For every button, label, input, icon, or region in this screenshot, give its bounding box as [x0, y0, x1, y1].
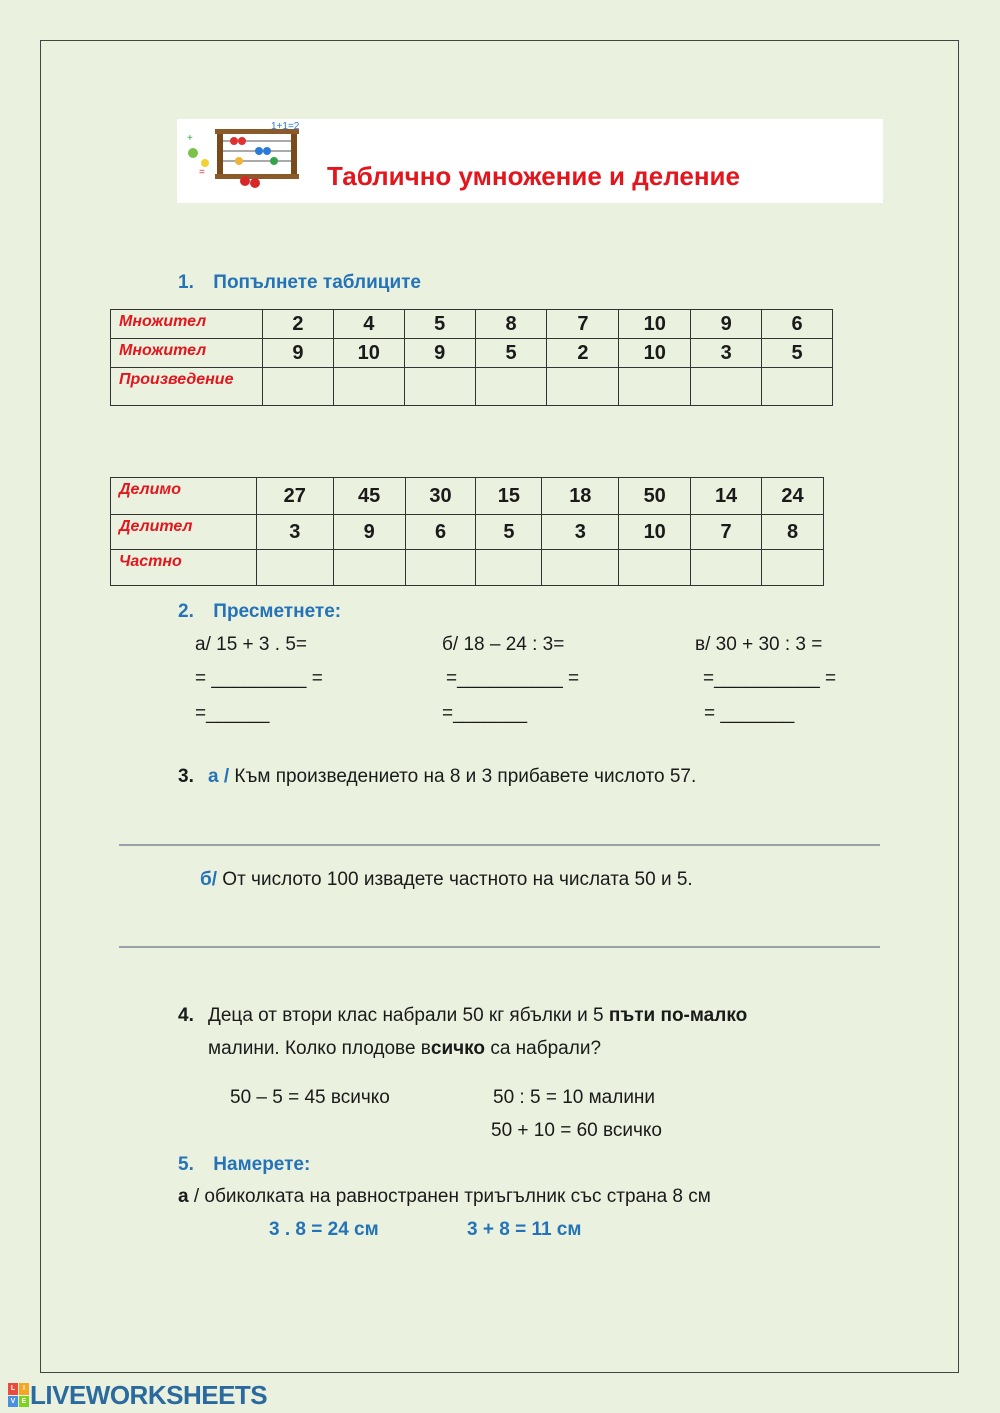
answer-option[interactable]: 3 . 8 = 24 см	[269, 1219, 379, 1240]
row-label: Множител	[111, 339, 263, 368]
table-cell: 3	[256, 515, 333, 550]
table-cell: 9	[404, 339, 475, 368]
table-cell: 3	[542, 515, 619, 550]
answer-input-cell[interactable]	[542, 550, 619, 586]
logo-letter: L	[8, 1383, 18, 1395]
answer-input-cell[interactable]	[262, 368, 333, 406]
liveworksheets-brand[interactable]: LIVEWORKSHEETS	[30, 1379, 268, 1410]
question-4-text-2a: малини. Колко плодове в	[208, 1038, 431, 1059]
table-cell: 7	[691, 515, 762, 550]
row-label: Частно	[111, 550, 257, 586]
answer-line[interactable]	[119, 946, 880, 948]
expression-c: в/ 30 + 30 : 3 =	[695, 634, 823, 655]
logo-letter: E	[19, 1396, 29, 1408]
svg-text:1+1=2: 1+1=2	[271, 121, 300, 132]
answer-option[interactable]: 3 + 8 = 11 см	[467, 1219, 582, 1240]
table-cell: 8	[762, 515, 824, 550]
row-label: Множител	[111, 310, 263, 339]
answer-input-cell[interactable]	[404, 368, 475, 406]
table-cell: 5	[404, 310, 475, 339]
table-cell: 9	[262, 339, 333, 368]
table-cell: 2	[547, 339, 619, 368]
answer-input-cell[interactable]	[476, 550, 542, 586]
answer-blank[interactable]: =______	[195, 703, 270, 724]
question-1-number: 1.	[178, 272, 194, 293]
question-2-number: 2.	[178, 601, 194, 622]
table-row	[111, 368, 833, 406]
table-cell: 4	[333, 310, 404, 339]
table-cell: 18	[542, 478, 619, 515]
abacus-icon	[179, 119, 319, 189]
table-cell: 24	[762, 478, 824, 515]
table-cell: 10	[619, 515, 691, 550]
answer-input-cell[interactable]	[762, 550, 824, 586]
table-row	[111, 515, 824, 550]
question-1-heading	[178, 272, 421, 294]
table-cell: 5	[476, 515, 542, 550]
question-4-text: Деца от втори клас набрали 50 кг ябълки и 5	[208, 1005, 609, 1026]
answer-input-cell[interactable]	[691, 550, 762, 586]
page-title: Таблично умножение и деление	[327, 161, 740, 191]
question-5-a	[178, 1186, 711, 1208]
answer-input-cell[interactable]	[619, 368, 691, 406]
table-cell: 3	[691, 339, 762, 368]
row-label: Делител	[111, 515, 257, 550]
table-cell: 6	[762, 310, 833, 339]
question-4-line-2	[208, 1038, 601, 1060]
table-cell: 15	[476, 478, 542, 515]
table-row	[111, 310, 833, 339]
answer-option[interactable]: 50 : 5 = 10 малини	[493, 1087, 656, 1108]
answer-input-cell[interactable]	[405, 550, 476, 586]
question-3-a	[178, 766, 696, 788]
table-cell: 9	[691, 310, 762, 339]
question-1-title: Попълнете таблиците	[213, 272, 422, 293]
question-4-text-2b: са набрали?	[485, 1038, 602, 1059]
answer-blank[interactable]: =_______	[442, 703, 528, 724]
answer-line[interactable]	[119, 844, 880, 846]
question-4-emphasis-2: сичко	[430, 1038, 486, 1059]
table-cell: 10	[619, 310, 691, 339]
table-cell: 6	[405, 515, 476, 550]
question-3-a-text: Към произведението на 8 и 3 прибавете числото 57.	[234, 766, 697, 787]
table-row	[111, 478, 824, 515]
logo-letter: V	[8, 1396, 18, 1408]
answer-input-cell[interactable]	[256, 550, 333, 586]
row-label: Делимо	[111, 478, 257, 515]
answer-input-cell[interactable]	[547, 368, 619, 406]
answer-input-cell[interactable]	[475, 368, 547, 406]
table-cell: 50	[619, 478, 691, 515]
table-cell: 30	[405, 478, 476, 515]
table-cell: 14	[691, 478, 762, 515]
expression-a: а/ 15 + 3 . 5=	[195, 634, 307, 655]
answer-blank[interactable]: = _______	[704, 703, 795, 724]
question-5-a-text: / обиколката на равностранен триъгълник със страна 8 см	[188, 1186, 711, 1207]
table-cell: 27	[256, 478, 333, 515]
svg-text:+: +	[187, 133, 193, 144]
table-cell: 5	[475, 339, 547, 368]
expression-b: б/ 18 – 24 : 3=	[442, 634, 565, 655]
question-4-line-1	[178, 1005, 747, 1027]
answer-input-cell[interactable]	[333, 368, 404, 406]
liveworksheets-footer	[8, 1381, 267, 1409]
question-3-number: 3.	[178, 766, 194, 787]
answer-option[interactable]: 50 – 5 = 45 всичко	[230, 1087, 390, 1108]
logo-letter: I	[19, 1383, 29, 1395]
answer-input-cell[interactable]	[691, 368, 762, 406]
table-cell: 5	[762, 339, 833, 368]
answer-input-cell[interactable]	[762, 368, 833, 406]
question-4-number: 4.	[178, 1005, 194, 1026]
answer-input-cell[interactable]	[619, 550, 691, 586]
liveworksheets-logo-icon	[8, 1383, 28, 1407]
table-cell: 7	[547, 310, 619, 339]
table-row	[111, 550, 824, 586]
table-row	[111, 339, 833, 368]
answer-option[interactable]: 50 + 10 = 60 всичко	[491, 1120, 662, 1141]
question-2-heading	[178, 601, 341, 623]
division-table	[110, 477, 824, 586]
question-4-emphasis: пъти по-малко	[608, 1005, 748, 1026]
question-2-title: Пресметнете:	[213, 601, 342, 622]
table-cell: 10	[333, 339, 404, 368]
answer-input-cell[interactable]	[333, 550, 405, 586]
svg-text:=: =	[199, 167, 205, 178]
question-3-a-label: а /	[208, 766, 230, 787]
question-5-heading	[178, 1154, 310, 1176]
question-3-b-text: От числото 100 извадете частното на числата 50 и 5.	[222, 869, 693, 890]
table-cell: 8	[475, 310, 547, 339]
question-3-b	[200, 869, 693, 891]
table-cell: 2	[262, 310, 333, 339]
question-3-b-label: б/	[200, 869, 218, 890]
answer-blank[interactable]: =__________ =	[703, 668, 837, 689]
answer-blank[interactable]: = _________ =	[195, 668, 323, 689]
row-label: Произведение	[111, 368, 263, 406]
answer-blank[interactable]: =__________ =	[446, 668, 580, 689]
table-cell: 10	[619, 339, 691, 368]
question-5-title: Намерете:	[213, 1154, 311, 1175]
table-cell: 9	[333, 515, 405, 550]
question-5-a-label: а	[178, 1186, 189, 1207]
table-cell: 45	[333, 478, 405, 515]
question-5-number: 5.	[178, 1154, 194, 1175]
multiplication-table	[110, 309, 833, 406]
title-banner	[177, 119, 883, 203]
